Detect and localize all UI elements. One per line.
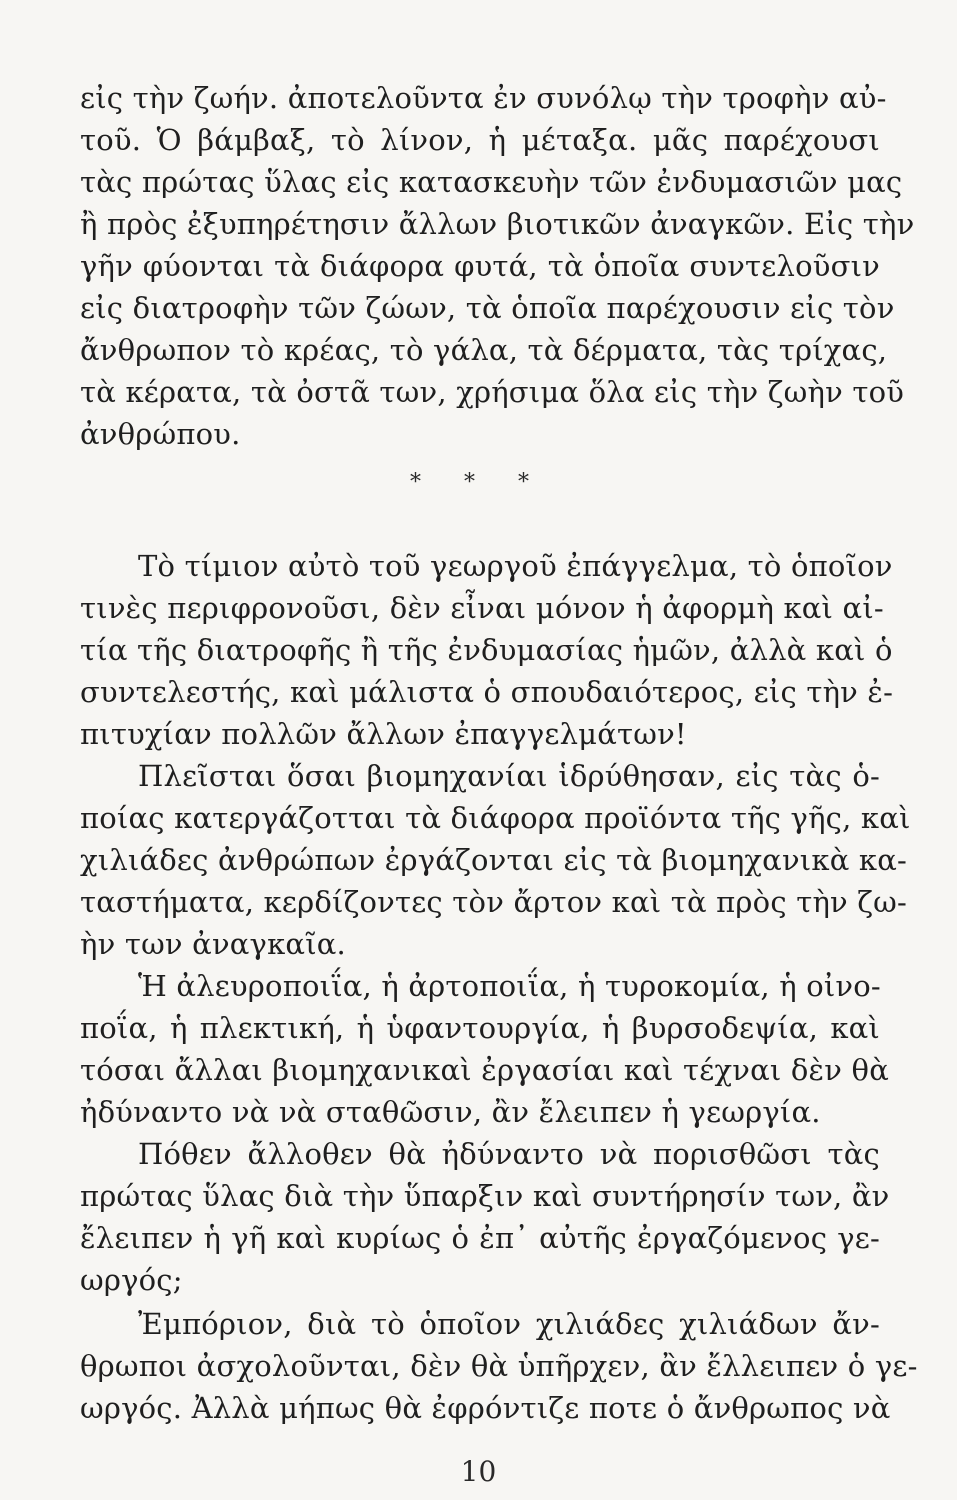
text-line: ἢ πρὸς ἐξυπηρέτησιν ἄλλων βιοτικῶν ἀναγκῶν. Εἰς τὴν [80,207,915,241]
text-line: τόσαι ἄλλαι βιομηχανικαὶ ἐργασίαι καὶ τέχναι δὲν θὰ [80,1053,889,1087]
text-line: ὴν των ἀναγκαῖα. [80,927,346,961]
text-line: ἔλειπεν ἡ γῆ καὶ κυρίως ὁ ἐπ᾽ αὐτῆς ἐργαζόμενος γε- [80,1221,880,1255]
text-line: ἠδύναντο νὰ νὰ σταθῶσιν, ἂν ἔλειπεν ἡ γεωργία. [80,1095,821,1129]
text-line: τὰ κέρατα, τὰ ὀστᾶ των, χρήσιμα ὅλα εἰς τὴν ζωὴν τοῦ [80,375,905,409]
text-line: ἀνθρώπου. [80,417,241,451]
text-line: ἄνθρωπον τὸ κρέας, τὸ γάλα, τὰ δέρματα, τὰς τρίχας, [80,333,888,367]
text-line: τοῦ. Ὁ βάμβαξ, τὸ λίνον, ἡ μέταξα. μᾶς παρέχουσι [80,123,880,157]
text-line: πρώτας ὕλας διὰ τὴν ὕπαρξιν καὶ συντήρησίν των, ἂν [80,1179,890,1213]
text-line: θρωποι ἀσχολοῦνται, δὲν θὰ ὑπῆρχεν, ἂν ἔλλειπεν ὁ γε- [80,1349,918,1383]
text-line: ωργός. Ἀλλὰ μήπως θὰ ἐφρόντιζε ποτε ὁ ἄνθρωπος νὰ [80,1391,891,1425]
text-line: ταστήματα, κερδίζοντες τὸν ἄρτον καὶ τὰ πρὸς τὴν ζω- [80,885,908,919]
text-line: Πλεῖσται ὅσαι βιομηχανίαι ἱδρύθησαν, εἰς τὰς ὁ- [138,759,880,793]
text-line: τὰς πρώτας ὕλας εἰς κατασκευὴν τῶν ἐνδυμασιῶν μας [80,165,903,199]
section-separator: * * * [410,470,547,495]
text-line: τία τῆς διατροφῆς ἢ τῆς ἐνδυμασίας ἡμῶν, ἀλλὰ καὶ ὁ [80,633,893,667]
text-line: Πόθεν ἄλλοθεν θὰ ἠδύναντο νὰ πορισθῶσι τὰς [138,1137,880,1171]
text-line: συντελεστής, καὶ μάλιστα ὁ σπουδαιότερος, εἰς τὴν ἐ- [80,675,894,709]
page-number: 10 [460,1455,497,1488]
text-line: εἰς διατροφὴν τῶν ζώων, τὰ ὁποῖα παρέχουσιν εἰς τὸν [80,291,895,325]
text-line: εἰς τὴν ζωήν. ἀποτελοῦντα ἐν συνόλῳ τὴν τροφὴν αὐ- [80,81,887,115]
text-line: γῆν φύονται τὰ διάφορα φυτά, τὰ ὁποῖα συντελοῦσιν [80,249,880,283]
text-line: ποΐα, ἡ πλεκτική, ἡ ὑφαντουργία, ἡ βυρσοδεψία, καὶ [80,1011,880,1045]
text-line: ποίας κατεργάζοτται τὰ διάφορα προϊόντα τῆς γῆς, καὶ [80,801,911,835]
text-line: Τὸ τίμιον αὐτὸ τοῦ γεωργοῦ ἐπάγγελμα, τὸ ὁποῖον [138,549,893,583]
text-line: ωργός; [80,1263,183,1297]
text-line: τινὲς περιφρονοῦσι, δὲν εἶναι μόνον ἡ ἀφορμὴ καὶ αἰ- [80,591,884,625]
text-line: Ἐμπόριον, διὰ τὸ ὁποῖον χιλιάδες χιλιάδων ἄν- [138,1307,880,1341]
text-line: χιλιάδες ἀνθρώπων ἐργάζονται εἰς τὰ βιομηχανικὰ κα- [80,843,908,877]
text-line: πιτυχίαν πολλῶν ἄλλων ἐπαγγελμάτων! [80,717,687,751]
text-line: Ἡ ἀλευροποιΐα, ἡ ἀρτοποιΐα, ἡ τυροκομία, ἡ οἰνο- [138,969,881,1003]
